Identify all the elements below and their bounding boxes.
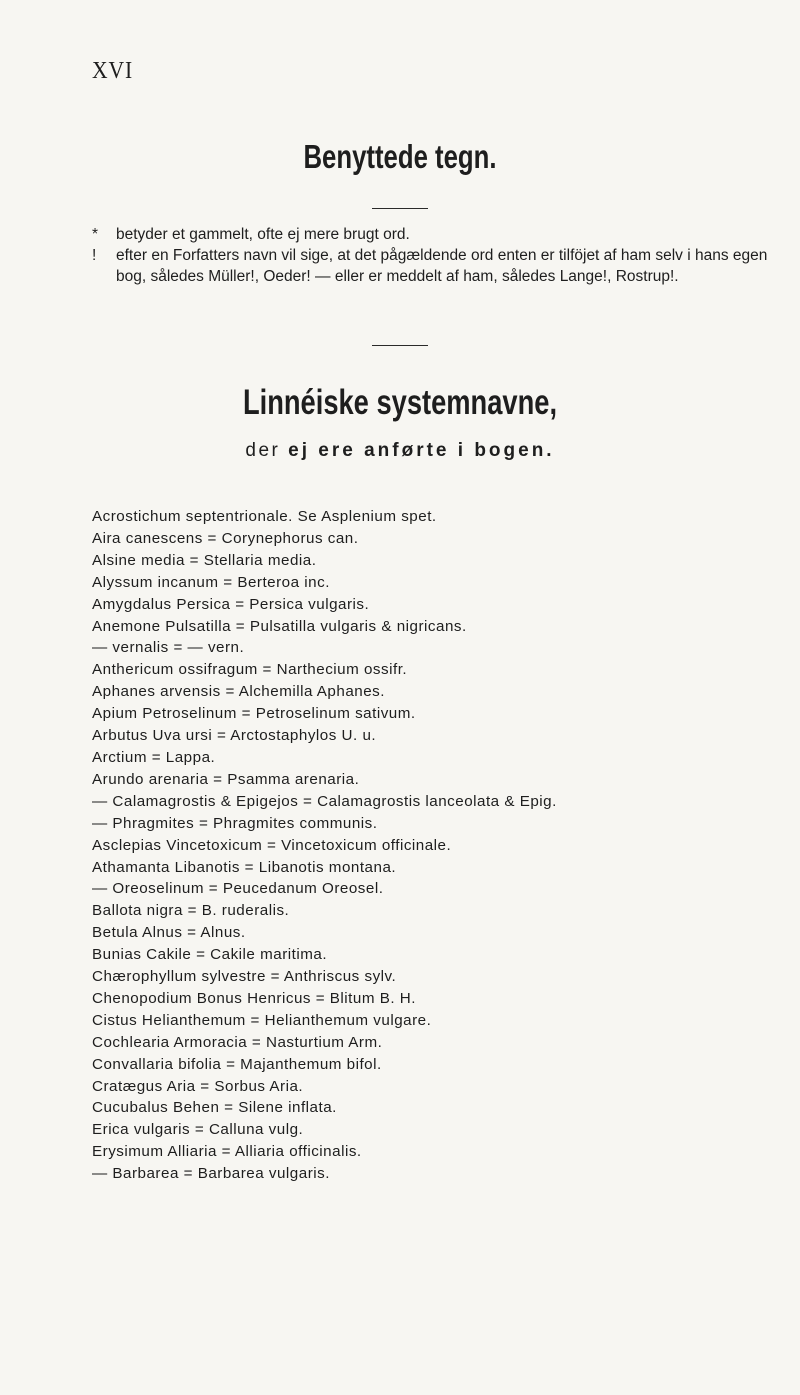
list-item: Cucubalus Behen = Silene inflata. <box>92 1099 337 1117</box>
legend-row <box>92 224 772 245</box>
subtitle-spaced: ej ere anførte i bogen. <box>288 440 555 461</box>
divider <box>372 208 428 209</box>
list-item: Asclepias Vincetoxicum = Vincetoxicum officinale. <box>92 836 452 854</box>
list-item: Amygdalus Persica = Persica vulgaris. <box>92 595 370 613</box>
list-item: Cratægus Aria = Sorbus Aria. <box>92 1077 304 1095</box>
list-item: Anemone Pulsatilla = Pulsatilla vulgaris & nigricans. <box>92 617 467 635</box>
subtitle-start: der <box>245 440 281 461</box>
list-item: Erysimum Alliaria = Alliaria officinalis. <box>92 1143 362 1161</box>
list-item: Ballota nigra = B. ruderalis. <box>92 902 290 920</box>
legend-text: efter en Forfatters navn vil sige, at det pågældende ord enten er tilföjet af ham selv i hans egen bog, således Müller!, Oeder! — eller er meddelt af ham, således Lange!, Rostrup!. <box>116 247 768 285</box>
list-item: — Calamagrostis & Epigejos = Calamagrostis lanceolata & Epig. <box>92 792 557 810</box>
list-item: Betula Alnus = Alnus. <box>92 924 246 942</box>
page-title: Benyttede tegn. <box>303 138 497 175</box>
list-item: Alyssum incanum = Berteroa inc. <box>92 573 330 591</box>
symbol-legend <box>92 224 772 287</box>
list-item: — Oreoselinum = Peucedanum Oreosel. <box>92 880 384 898</box>
legend-row <box>92 245 772 287</box>
synonym-list <box>92 506 782 1185</box>
list-item: — vernalis = — vern. <box>92 639 245 657</box>
list-item: Erica vulgaris = Calluna vulg. <box>92 1121 304 1139</box>
list-item: Arbutus Uva ursi = Arctostaphylos U. u. <box>92 727 377 745</box>
list-item: Arctium = Lappa. <box>92 748 216 766</box>
list-item: Arundo arenaria = Psamma arenaria. <box>92 770 360 788</box>
list-item: Apium Petroselinum = Petroselinum sativum. <box>92 705 416 723</box>
legend-mark: * <box>92 226 99 243</box>
list-item: Aira canescens = Corynephorus can. <box>92 529 359 547</box>
list-item: — Phragmites = Phragmites communis. <box>92 814 378 832</box>
list-item: Cochlearia Armoracia = Nasturtium Arm. <box>92 1033 383 1051</box>
list-item: Chærophyllum sylvestre = Anthriscus sylv. <box>92 968 397 986</box>
divider <box>372 345 428 346</box>
list-item: Bunias Cakile = Cakile maritima. <box>92 946 328 964</box>
list-item: Acrostichum septentrionale. Se Asplenium spet. <box>92 508 437 525</box>
section-title: Linnéiske systemnavne, <box>242 383 558 422</box>
list-item: Aphanes arvensis = Alchemilla Aphanes. <box>92 683 385 701</box>
list-item: Anthericum ossifragum = Narthecium ossifr. <box>92 661 408 679</box>
page-number: XVI <box>92 58 134 84</box>
legend-text: betyder et gammelt, ofte ej mere brugt ord. <box>116 226 410 243</box>
list-item: Athamanta Libanotis = Libanotis montana. <box>92 858 397 876</box>
list-item: — Barbarea = Barbarea vulgaris. <box>92 1165 330 1183</box>
list-item: Cistus Helianthemum = Helianthemum vulgare. <box>92 1011 432 1029</box>
list-item: Convallaria bifolia = Majanthemum bifol. <box>92 1055 382 1073</box>
list-item: Alsine media = Stellaria media. <box>92 551 317 569</box>
list-item: Chenopodium Bonus Henricus = Blitum B. H. <box>92 989 416 1007</box>
legend-mark: ! <box>92 247 97 264</box>
section-subtitle <box>0 440 800 462</box>
